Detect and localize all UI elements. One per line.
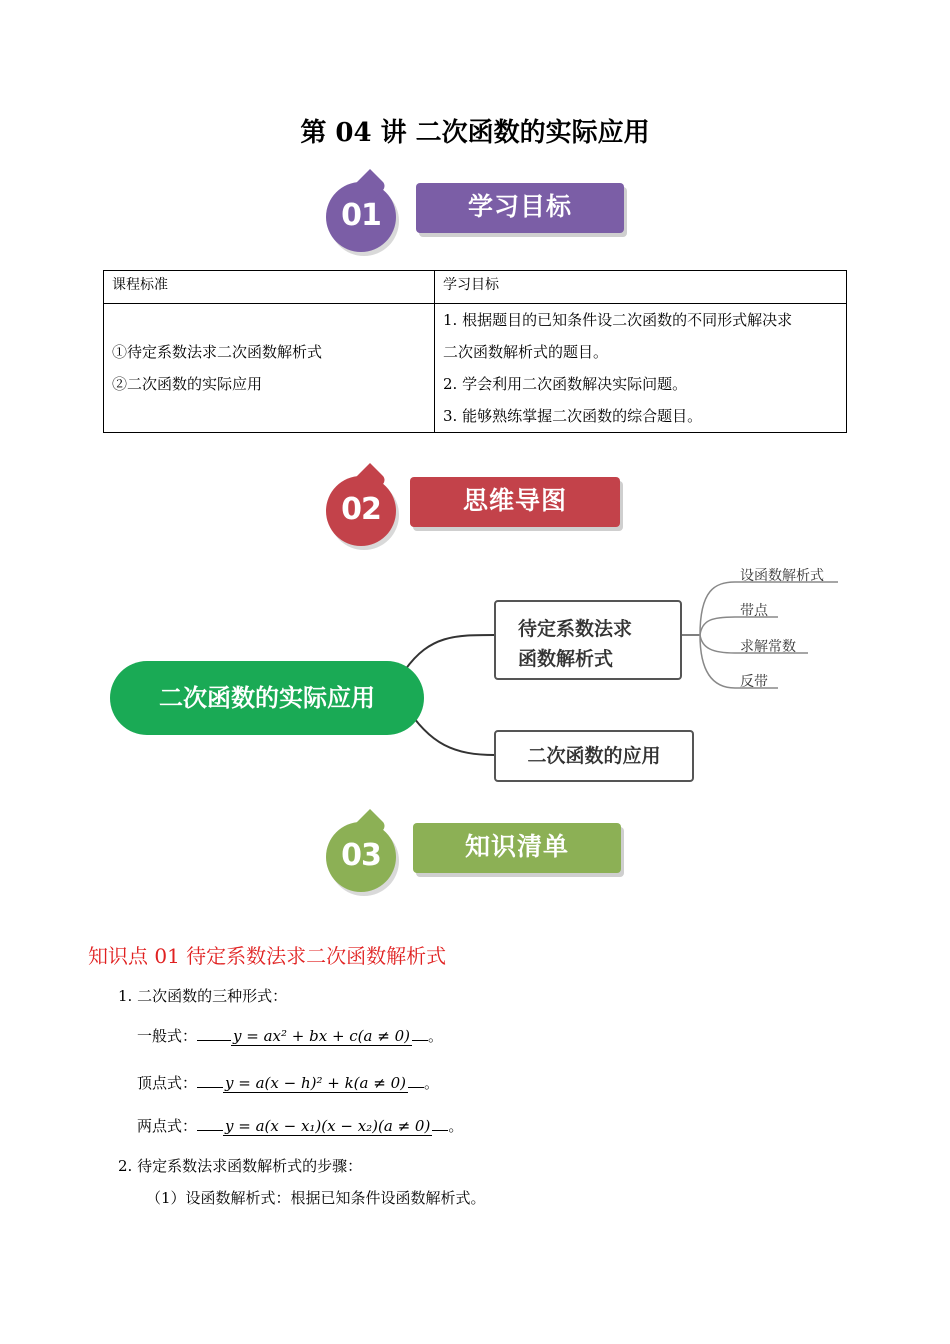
goal-line: 3. 能够熟练掌握二次函数的综合题目。 bbox=[443, 407, 703, 425]
mindmap-leaf: 求解常数 bbox=[740, 639, 796, 655]
mindmap-leaf: 带点 bbox=[740, 603, 768, 619]
item-steps: 2. 待定系数法求函数解析式的步骤： bbox=[118, 1157, 363, 1175]
section-badge-03 bbox=[326, 816, 656, 898]
suffix: 。 bbox=[427, 1027, 443, 1045]
table-header-goals: 学习目标 bbox=[435, 271, 847, 304]
branch-line: 函数解析式 bbox=[518, 648, 614, 670]
branch-line: 待定系数法求 bbox=[518, 618, 633, 640]
goal-line: 2. 学会利用二次函数解决实际问题。 bbox=[443, 375, 688, 393]
goals-table bbox=[103, 270, 847, 433]
knowledge-point-heading: 知识点 01 待定系数法求二次函数解析式 bbox=[88, 944, 447, 968]
form-vertex bbox=[137, 1072, 439, 1093]
mindmap-leaf: 设函数解析式 bbox=[740, 568, 824, 584]
form-general bbox=[137, 1025, 443, 1046]
badge-label: 知识清单 bbox=[413, 823, 621, 873]
badge-number: 03 bbox=[341, 838, 381, 873]
standard-item: ①待定系数法求二次函数解析式 bbox=[112, 343, 323, 361]
page-title: 第 04 讲 二次函数的实际应用 bbox=[300, 118, 650, 148]
mindmap-root: 二次函数的实际应用 bbox=[110, 661, 424, 735]
mindmap-leaf: 反带 bbox=[740, 674, 768, 690]
table-cell-goals bbox=[435, 304, 847, 433]
mindmap-branch-coefficient bbox=[494, 600, 682, 680]
form-label: 一般式： bbox=[137, 1027, 198, 1045]
step-one: （1）设函数解析式：根据已知条件设函数解析式。 bbox=[146, 1189, 486, 1207]
goal-line: 二次函数解析式的题目。 bbox=[443, 343, 609, 361]
table-header-standard: 课程标准 bbox=[104, 271, 435, 304]
formula-general: y = ax² + bx + c(a ≠ 0) bbox=[233, 1027, 410, 1045]
table-cell-standards bbox=[104, 304, 435, 433]
section-badge-01 bbox=[326, 176, 656, 258]
badge-number: 02 bbox=[341, 492, 381, 527]
badge-label: 思维导图 bbox=[410, 477, 620, 527]
form-label: 两点式： bbox=[137, 1117, 198, 1135]
formula-two-point: y = a(x − x₁)(x − x₂)(a ≠ 0) bbox=[225, 1117, 431, 1135]
mindmap-branch-application: 二次函数的应用 bbox=[494, 730, 694, 782]
goal-line: 1. 根据题目的已知条件设二次函数的不同形式解决求 bbox=[443, 311, 793, 329]
badge-label: 学习目标 bbox=[416, 183, 624, 233]
form-two-point bbox=[137, 1115, 463, 1136]
form-label: 顶点式： bbox=[137, 1074, 198, 1092]
formula-vertex: y = a(x − h)² + k(a ≠ 0) bbox=[225, 1074, 406, 1092]
suffix: 。 bbox=[448, 1117, 464, 1135]
suffix: 。 bbox=[423, 1074, 439, 1092]
badge-number: 01 bbox=[341, 198, 381, 233]
item-three-forms: 1. 二次函数的三种形式： bbox=[118, 987, 288, 1005]
standard-item: ②二次函数的实际应用 bbox=[112, 375, 263, 393]
